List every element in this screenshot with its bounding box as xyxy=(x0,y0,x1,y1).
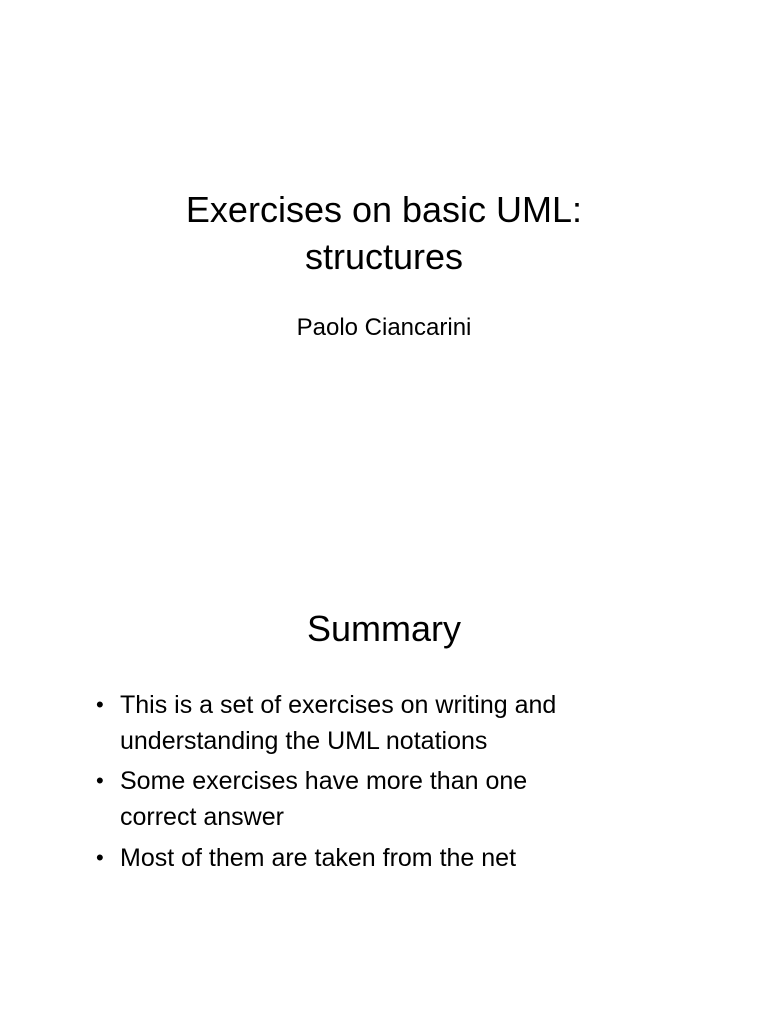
bullet-text-line: This is a set of exercises on writing and xyxy=(120,691,557,719)
bullet-text-line: correct answer xyxy=(120,803,284,831)
bullet-icon: • xyxy=(96,692,104,717)
slide-title-line-1: Exercises on basic UML: xyxy=(185,189,583,230)
bullet-icon: • xyxy=(96,768,104,793)
bullet-text-line: understanding the UML notations xyxy=(120,727,488,755)
bullet-icon: • xyxy=(96,845,104,870)
bullet-item xyxy=(96,840,696,876)
summary-title: Summary xyxy=(306,608,462,649)
author-name: Paolo Ciancarini xyxy=(296,314,472,341)
summary-slide xyxy=(0,512,768,1024)
bullet-text-line: Some exercises have more than one xyxy=(120,767,528,795)
bullet-item xyxy=(96,763,696,835)
slide-title-line-2: structures xyxy=(304,236,464,277)
bullet-text-line: Most of them are taken from the net xyxy=(120,844,517,872)
bullet-item xyxy=(96,687,696,759)
